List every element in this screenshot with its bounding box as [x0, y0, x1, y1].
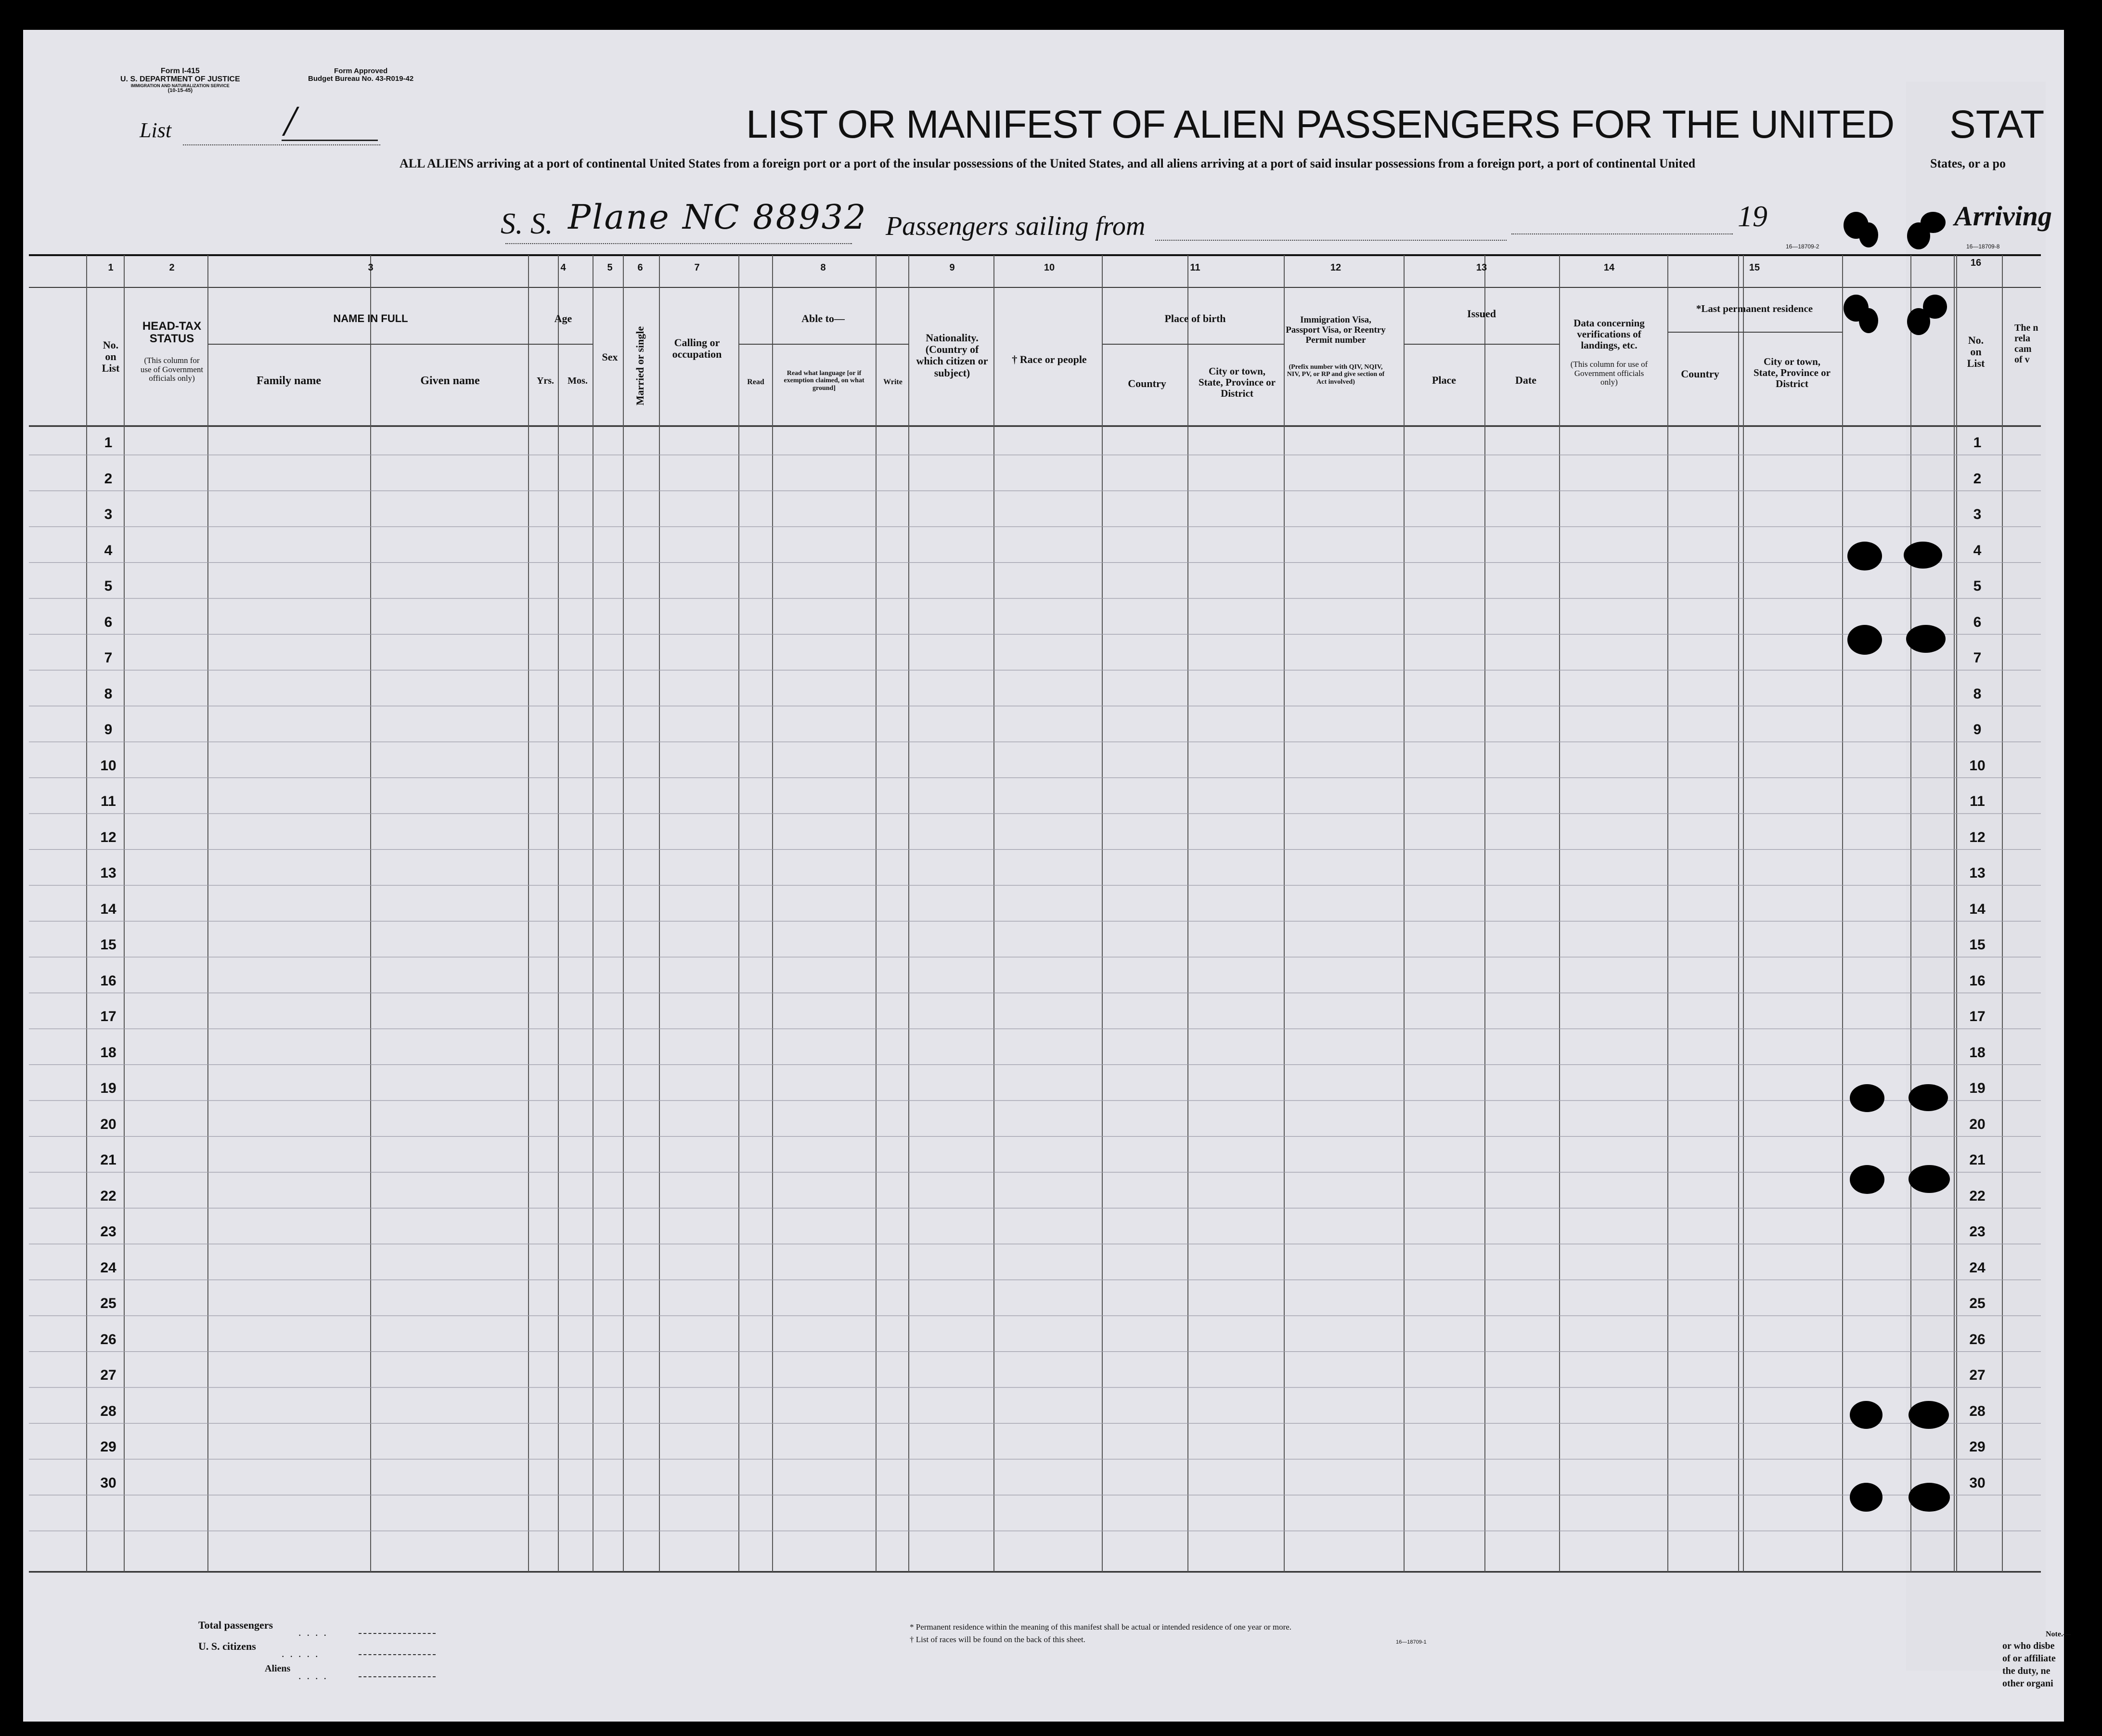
- dot-leader-1: ....: [298, 1626, 332, 1638]
- sailing-label: Passengers sailing from: [886, 211, 1146, 241]
- row-number: 3: [104, 506, 113, 522]
- row-number: 6: [104, 614, 113, 630]
- binder-hole: [1850, 1401, 1883, 1429]
- row-number: 25: [100, 1296, 116, 1311]
- header-name-in-full: NAME IN FULL: [333, 312, 408, 324]
- fragment-line-2: rela: [2014, 333, 2030, 344]
- header-verifications-note: (This column for use of Government officials only): [1570, 360, 1648, 387]
- print-code-top-right: 16—18709-8: [1966, 243, 2000, 250]
- row-number: 23: [100, 1224, 116, 1240]
- row-number-right: 23: [1969, 1224, 1986, 1240]
- right-column-fragment: [2014, 323, 2038, 365]
- page-subtitle-continued: States, or a po: [1930, 156, 2006, 170]
- header-issued: Issued: [1467, 308, 1496, 320]
- row-number: 19: [100, 1080, 116, 1096]
- list-line: [183, 144, 380, 145]
- date-line: [1511, 233, 1733, 234]
- row-number: 9: [104, 722, 113, 738]
- budget-approval: [308, 67, 413, 83]
- binder-hole: [1906, 625, 1946, 653]
- header-residence-city: City or town, State, Province or District: [1754, 356, 1831, 390]
- row-number-right: 12: [1969, 829, 1986, 845]
- col-num-12: 12: [1330, 262, 1341, 273]
- col-num-6: 6: [637, 262, 643, 273]
- header-race: † Race or people: [1012, 353, 1087, 365]
- row-number: 17: [100, 1009, 116, 1024]
- header-age-months: Mos.: [567, 376, 588, 386]
- note-fragment-2: or who disbe: [2002, 1640, 2055, 1651]
- row-number: 12: [100, 829, 116, 845]
- row-number: 4: [104, 542, 113, 558]
- binder-hole: [1909, 1165, 1950, 1193]
- binder-hole: [1850, 1483, 1883, 1512]
- col-num-16: 16: [1970, 258, 1982, 268]
- binder-hole: [1859, 222, 1878, 247]
- row-number-right: 30: [1969, 1475, 1986, 1491]
- col-num-9: 9: [949, 262, 955, 273]
- col-num-5: 5: [607, 262, 613, 273]
- col-num-7: 7: [694, 262, 700, 273]
- row-number-right: 14: [1969, 901, 1986, 917]
- page-title-continued: STAT: [1949, 103, 2045, 146]
- binder-hole: [1909, 1401, 1949, 1429]
- department-name: U. S. DEPARTMENT OF JUSTICE: [120, 75, 240, 83]
- row-number-right: 11: [1970, 793, 1985, 809]
- footnote-race-list: † List of races will be found on the back of this sheet.: [910, 1635, 1085, 1644]
- header-birth-city: City or town, State, Province or District: [1199, 365, 1276, 400]
- print-code-top: 16—18709-2: [1786, 243, 1819, 250]
- row-number-right: 18: [1969, 1044, 1986, 1061]
- row-number: 16: [100, 972, 116, 989]
- list-underline: [282, 140, 378, 141]
- row-number: 20: [100, 1116, 116, 1132]
- col-num-1: 1: [108, 262, 114, 273]
- row-number-right: 25: [1969, 1296, 1986, 1311]
- row-number-right: 20: [1969, 1116, 1986, 1132]
- fragment-line-3: cam: [2014, 344, 2032, 354]
- binder-hole: [1921, 212, 1946, 233]
- header-visa-note: (Prefix number with QIV, NQIV, NIV, PV, or RP and give section of Act involved): [1287, 363, 1385, 386]
- header-birth-country: Country: [1128, 377, 1166, 389]
- row-number-right: 17: [1969, 1009, 1986, 1024]
- header-married-single: Married or single: [633, 326, 646, 406]
- service-name: IMMIGRATION AND NATURALIZATION SERVICE: [130, 83, 230, 88]
- col-num-10: 10: [1044, 262, 1055, 273]
- row-number: 2: [104, 470, 113, 487]
- binder-hole: [1847, 625, 1882, 655]
- row-number: 14: [100, 901, 116, 917]
- row-number: 1: [104, 435, 113, 451]
- row-number-right: 13: [1969, 865, 1986, 881]
- binder-hole: [1909, 1084, 1948, 1111]
- row-number-right: 9: [1973, 722, 1982, 738]
- col-num-3: 3: [368, 262, 374, 273]
- row-number: 13: [100, 865, 116, 881]
- header-age-years: Yrs.: [536, 376, 555, 386]
- header-last-residence: *Last permanent residence: [1696, 303, 1813, 314]
- row-number-right: 8: [1973, 686, 1982, 702]
- header-no-on-list: No. on List: [102, 339, 120, 375]
- header-calling: Calling or occupation: [672, 337, 722, 361]
- sailing-from-line: [1155, 240, 1507, 241]
- row-number-right: 3: [1973, 506, 1982, 522]
- header-verifications: Data concerning verifications of landings, etc.: [1573, 317, 1645, 351]
- row-number: 11: [101, 793, 116, 809]
- approval-line-1: Form Approved: [334, 67, 388, 75]
- form-header: [120, 67, 240, 94]
- fragment-line-1: The n: [2014, 323, 2038, 333]
- row-number: 28: [100, 1403, 116, 1419]
- approval-line-2: Budget Bureau No. 43-R019-42: [308, 74, 414, 83]
- row-number: 29: [100, 1439, 116, 1455]
- form-date-code: (10-15-45): [168, 88, 193, 94]
- row-number-right: 1: [1973, 435, 1982, 451]
- binder-hole: [1847, 542, 1882, 570]
- binder-hole: [1850, 1084, 1884, 1112]
- row-number-right: 10: [1969, 757, 1986, 774]
- col-num-11: 11: [1190, 262, 1200, 273]
- row-number: 22: [100, 1188, 116, 1204]
- dot-leader-3: ....: [298, 1670, 332, 1682]
- header-sex: Sex: [602, 351, 618, 363]
- row-number-right: 28: [1969, 1403, 1986, 1419]
- row-number: 30: [100, 1475, 116, 1491]
- header-age: Age: [554, 312, 572, 324]
- page-title: LIST OR MANIFEST OF ALIEN PASSENGERS FOR THE UNITED: [746, 103, 1895, 146]
- ship-prefix: S. S.: [501, 207, 553, 240]
- header-family-name: Family name: [257, 375, 321, 387]
- row-number-right: 16: [1969, 972, 1986, 989]
- year-prefix: 19: [1738, 200, 1767, 233]
- row-number-right: 26: [1969, 1331, 1986, 1347]
- col-num-14: 14: [1603, 262, 1615, 273]
- header-issued-date: Date: [1515, 374, 1536, 386]
- row-number-right: 19: [1969, 1080, 1986, 1096]
- header-given-name: Given name: [420, 375, 480, 387]
- header-issued-place: Place: [1431, 374, 1457, 386]
- note-fragment-3: of or affiliate: [2002, 1653, 2056, 1664]
- note-fragment-5: other organi: [2002, 1678, 2053, 1689]
- header-read-language: Read what language [or if exemption claimed, on what ground]: [784, 370, 864, 392]
- binder-hole: [1904, 542, 1942, 569]
- row-number: 10: [100, 757, 116, 774]
- col-num-2: 2: [169, 262, 175, 273]
- binder-hole: [1909, 1483, 1950, 1512]
- header-able-to: Able to—: [801, 312, 845, 324]
- note-fragment: [2002, 1630, 2071, 1690]
- row-number-right: 24: [1969, 1259, 1986, 1276]
- header-nationality: Nationality. (Country of which citizen or subject): [916, 332, 988, 379]
- header-head-tax-note: (This column for use of Government officials only): [140, 356, 204, 383]
- page-subtitle: ALL ALIENS arriving at a port of continental United States from a foreign port or a port of the insular possessions of the United States, and all aliens arriving at a port of said insular possessions from a foreign port, a port of continental United: [400, 156, 1696, 170]
- header-place-of-birth: Place of birth: [1164, 312, 1226, 324]
- row-number-right: 2: [1973, 470, 1982, 487]
- list-number-handwritten: /: [284, 97, 297, 145]
- row-number-right: 22: [1969, 1188, 1986, 1204]
- ship-name-handwritten: Plane NC 88932: [568, 197, 867, 237]
- col-num-4: 4: [560, 262, 566, 273]
- row-number: 26: [100, 1331, 116, 1347]
- print-code-bottom: 16—18709-1: [1396, 1639, 1427, 1645]
- row-number-right: 21: [1969, 1152, 1986, 1168]
- row-number: 27: [100, 1367, 116, 1383]
- row-number: 15: [100, 937, 116, 953]
- row-number-right: 29: [1969, 1439, 1986, 1455]
- footnote-permanent-residence: * Permanent residence within the meaning of this manifest shall be actual or intended residence of one year or more.: [910, 1622, 1292, 1632]
- aliens-label: Aliens: [265, 1663, 291, 1674]
- header-write: Write: [883, 378, 903, 386]
- binder-hole: [1923, 295, 1947, 319]
- form-number: Form I-415: [160, 67, 200, 75]
- row-number: 8: [104, 686, 113, 702]
- note-fragment-4: the duty, ne: [2002, 1665, 2050, 1676]
- row-number: 21: [100, 1152, 116, 1168]
- dot-leader-2: .....: [282, 1647, 324, 1659]
- header-no-on-list-right: No. on List: [1967, 334, 1985, 370]
- col-num-13: 13: [1476, 262, 1487, 273]
- aliens-line: [359, 1676, 436, 1677]
- row-number-right: 7: [1973, 650, 1982, 666]
- binder-hole: [1859, 308, 1878, 333]
- header-read: Read: [747, 378, 764, 386]
- row-number: 7: [104, 650, 113, 666]
- header-residence-country: Country: [1681, 368, 1719, 380]
- list-label: List: [140, 118, 172, 142]
- total-passengers-label: Total passengers: [198, 1619, 273, 1631]
- row-number-right: 4: [1973, 542, 1982, 558]
- row-number-right: 15: [1969, 937, 1986, 953]
- col-num-8: 8: [820, 262, 826, 273]
- row-number-right: 6: [1973, 614, 1982, 630]
- total-passengers-line: [359, 1633, 436, 1634]
- row-number-right: 5: [1973, 578, 1982, 594]
- fragment-line-4: of v: [2014, 354, 2030, 365]
- row-number: 5: [104, 578, 113, 594]
- binder-hole: [1850, 1165, 1884, 1194]
- header-visa-number: Immigration Visa, Passport Visa, or Reentry Permit number: [1286, 315, 1386, 345]
- note-fragment-1: Note.—: [2046, 1630, 2071, 1638]
- header-head-tax: HEAD-TAX STATUS: [142, 320, 202, 346]
- us-citizens-line: [359, 1654, 436, 1655]
- ship-line: [505, 243, 852, 244]
- row-number: 24: [100, 1259, 116, 1276]
- arriving-label: Arriving: [1954, 200, 2052, 232]
- col-num-15: 15: [1749, 262, 1760, 273]
- row-number-right: 27: [1969, 1367, 1986, 1383]
- row-number: 18: [100, 1044, 116, 1061]
- us-citizens-label: U. S. citizens: [198, 1640, 256, 1652]
